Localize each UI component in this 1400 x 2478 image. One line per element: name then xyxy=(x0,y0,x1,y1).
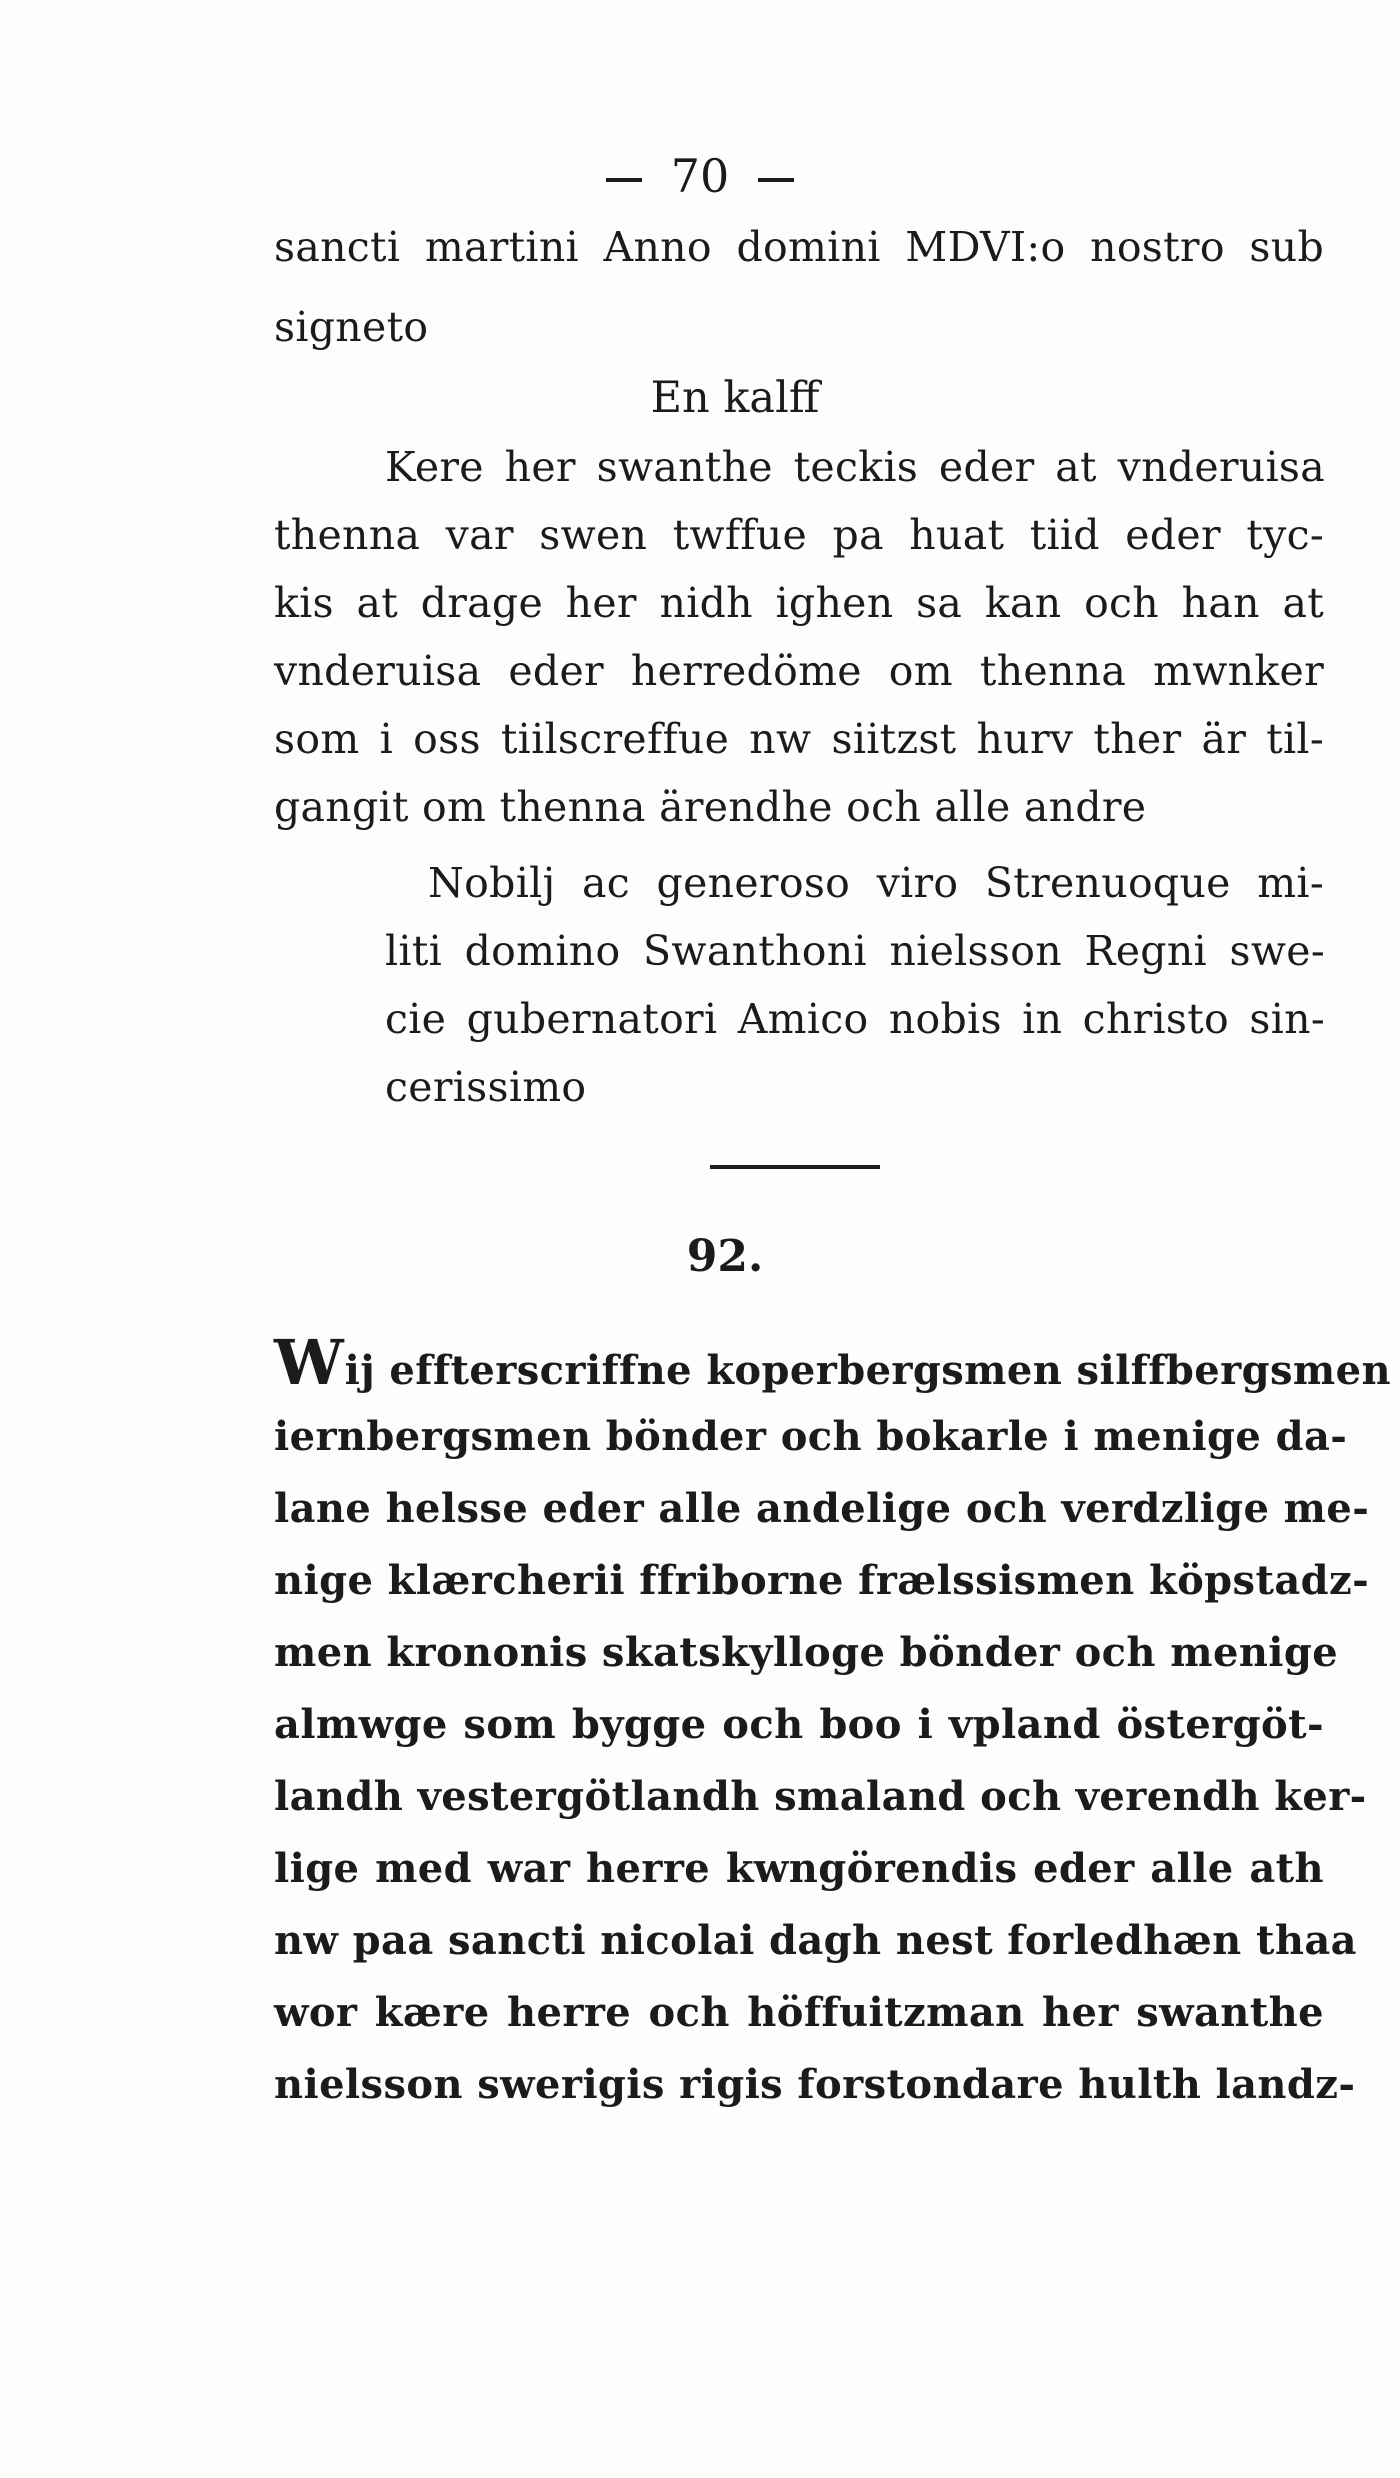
text-line: landh vestergötlandh smaland och verendh ker- xyxy=(274,1773,1367,1820)
text-line: lane helsse eder alle andelige och verdzlige me- xyxy=(274,1485,1370,1532)
header-dash-right xyxy=(758,178,794,182)
header-dash-left xyxy=(606,178,642,182)
text-line: almwge som bygge och boo i vpland östergöt- xyxy=(274,1701,1324,1748)
text-line: signeto xyxy=(274,303,429,351)
text-line: sancti martini Anno domini MDVI:o nostro sub xyxy=(274,223,1324,271)
text-line: wor kære herre och höffuitzman her swanthe xyxy=(274,1989,1324,2036)
text-line: thenna var swen twffue pa huat tiid eder tyc- xyxy=(274,511,1324,559)
text-line: kis at drage her nidh ighen sa kan och han at xyxy=(274,579,1324,627)
text-line: iernbergsmen bönder och bokarle i menige da- xyxy=(274,1413,1348,1460)
drop-cap: W xyxy=(274,1326,345,1399)
address-line: cerissimo xyxy=(385,1063,587,1111)
letter-heading: En kalff xyxy=(650,373,820,423)
text-line-rest: ij effterscriffne koperbergsmen silffbergsmen xyxy=(344,1347,1391,1394)
text-line: nw paa sancti nicolai dagh nest forledhæn thaa xyxy=(274,1917,1357,1964)
section-number: 92. xyxy=(686,1231,764,1282)
address-line: Nobilj ac generoso viro Strenuoque mi- xyxy=(428,859,1324,907)
address-line: cie gubernatori Amico nobis in christo sin- xyxy=(385,995,1325,1043)
address-line: liti domino Swanthoni nielsson Regni swe- xyxy=(385,927,1325,975)
page-header xyxy=(0,148,1400,204)
text-line: gangit om thenna ärendhe och alle andre xyxy=(274,783,1147,831)
text-line: Kere her swanthe teckis eder at vnderuisa xyxy=(385,443,1325,491)
text-line xyxy=(274,1326,1391,1399)
text-line: som i oss tiilscreffue nw siitzst hurv ther är til- xyxy=(274,715,1324,763)
page-number: 70 xyxy=(670,149,730,203)
text-line: vnderuisa eder herredöme om thenna mwnker xyxy=(274,647,1324,695)
text-line: lige med war herre kwngörendis eder alle ath xyxy=(274,1845,1324,1892)
text-line: men krononis skatskylloge bönder och menige xyxy=(274,1629,1339,1676)
section-divider xyxy=(710,1165,880,1169)
text-line: nige klærcherii ffriborne frælssismen köpstadz- xyxy=(274,1557,1370,1604)
text-line: nielsson swerigis rigis forstondare hulth landz- xyxy=(274,2061,1356,2108)
